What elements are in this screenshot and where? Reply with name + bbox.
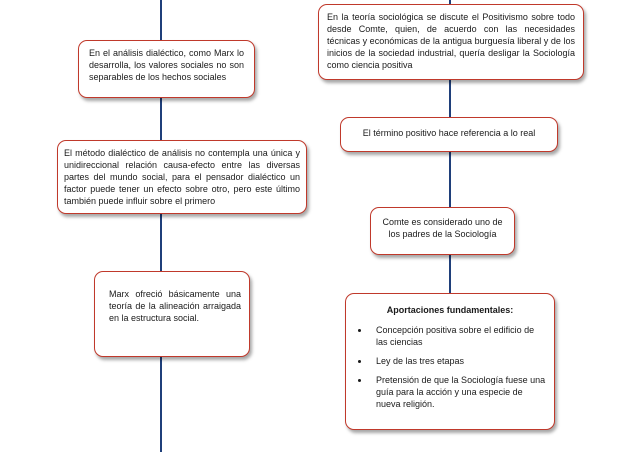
contributions-title: Aportaciones fundamentales: [386,305,514,315]
contributions-list [354,324,546,410]
bullet-icon [358,360,361,363]
bullet-icon [358,379,361,382]
left-box-dialectic-method: El método dialéctico de análisis no contempla una única y unidireccional relación causa-efecto entre las diversas partes del mundo social, para el pensador dialéctico un factor puede tener un efecto sobre otro, pero este último también puede influir sobre el primero [57,140,307,214]
right-box-positivism: En la teoría sociológica se discute el Positivismo sobre todo desde Comte, quien, de acuerdo con las necesidades técnicas y económicas de la antigua burguesía liberal y de los inicios de la sociedad industrial, quería desligar la Sociología como ciencia positiva [318,4,584,80]
right-box-positive-term: El término positivo hace referencia a lo real [340,117,558,152]
list-item [354,324,546,348]
list-item-text: Concepción positiva sobre el edificio de las ciencias [376,325,535,347]
list-item [354,355,546,367]
list-item-text: Ley de las tres etapas [376,356,465,366]
left-box-marx-alienation: Marx ofreció básicamente una teoría de la alineación arraigada en la estructura social. [94,271,250,357]
right-box-comte-father: Comte es considerado uno de los padres de la Sociología [370,207,515,255]
bullet-icon [358,329,361,332]
list-item [354,374,546,410]
right-box-contributions [345,293,555,430]
list-item-text: Pretensión de que la Sociología fuese una guía para la acción y una especie de nueva religión. [376,375,546,409]
left-box-dialectic-values: En el análisis dialéctico, como Marx lo desarrolla, los valores sociales no son separables de los hechos sociales [78,40,255,98]
